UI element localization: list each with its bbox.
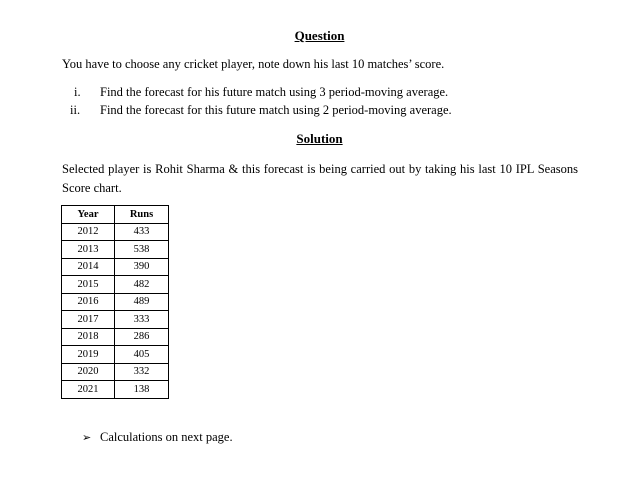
- note-text: Calculations on next page.: [100, 430, 233, 444]
- year-cell: 2021: [62, 381, 115, 399]
- runs-cell: 333: [115, 311, 169, 329]
- year-cell: 2019: [62, 346, 115, 364]
- next-page-note: [82, 430, 233, 445]
- table-row: [62, 276, 169, 294]
- runs-header: Runs: [115, 206, 169, 224]
- year-cell: 2012: [62, 223, 115, 241]
- runs-cell: 489: [115, 293, 169, 311]
- year-cell: 2014: [62, 258, 115, 276]
- table-row: [62, 311, 169, 329]
- table-row: [62, 258, 169, 276]
- year-cell: 2016: [62, 293, 115, 311]
- item-number: i.: [74, 85, 81, 99]
- runs-cell: 138: [115, 381, 169, 399]
- runs-cell: 433: [115, 223, 169, 241]
- year-header: Year: [62, 206, 115, 224]
- table-row: [62, 241, 169, 259]
- table-header-row: [62, 206, 169, 224]
- table-row: [62, 223, 169, 241]
- year-cell: 2020: [62, 363, 115, 381]
- score-table: [61, 205, 169, 399]
- year-cell: 2017: [62, 311, 115, 329]
- solution-text: Selected player is Rohit Sharma & this forecast is being carried out by taking his last 10 IPL Seasons Score chart.: [62, 162, 578, 195]
- item-number: ii.: [70, 103, 81, 117]
- runs-cell: 286: [115, 328, 169, 346]
- runs-cell: 538: [115, 241, 169, 259]
- question-text: You have to choose any cricket player, note down his last 10 matches’ score.: [62, 57, 445, 71]
- table-row: [62, 363, 169, 381]
- question-heading: Question: [294, 28, 345, 43]
- table-row: [62, 328, 169, 346]
- runs-cell: 390: [115, 258, 169, 276]
- runs-cell: 332: [115, 363, 169, 381]
- table-row: [62, 346, 169, 364]
- year-cell: 2013: [62, 241, 115, 259]
- year-cell: 2018: [62, 328, 115, 346]
- year-cell: 2015: [62, 276, 115, 294]
- item-text: Find the forecast for his future match using 3 period-moving average.: [100, 85, 449, 99]
- runs-cell: 482: [115, 276, 169, 294]
- table-body: [62, 223, 169, 398]
- item-text: Find the forecast for this future match using 2 period-moving average.: [100, 103, 452, 117]
- table-row: [62, 381, 169, 399]
- arrow-bullet-icon: ➢: [82, 432, 92, 444]
- solution-heading: Solution: [296, 131, 343, 146]
- table-row: [62, 293, 169, 311]
- runs-cell: 405: [115, 346, 169, 364]
